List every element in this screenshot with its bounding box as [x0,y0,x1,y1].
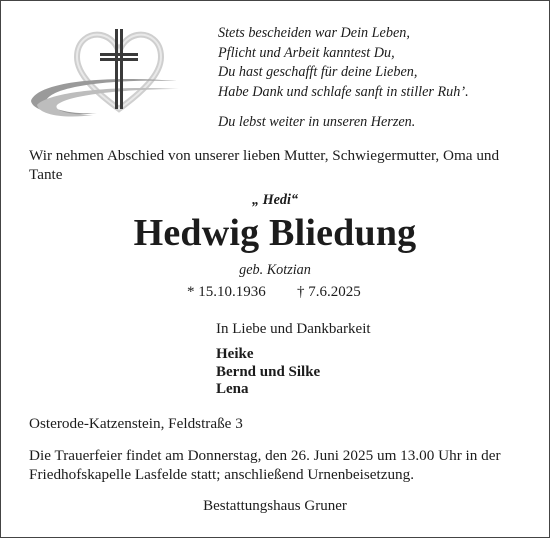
maiden-name: geb. Kotzian [239,262,311,278]
poem-line: Du hast geschafft für deine Lieben, [218,64,418,80]
poem-closing: Du lebst weiter in unseren Herzen. [218,114,416,130]
poem [218,24,469,133]
heart-cross-icon [27,23,187,119]
poem-line: Pflicht und Arbeit kanntest Du, [218,44,395,61]
mourner-name: Lena [216,381,249,397]
mourners-list [216,346,320,399]
mourner-name: Heike [216,346,254,362]
address: Osterode-Katzenstein, Feldstraße 3 [29,415,243,432]
greeting: In Liebe und Dankbarkeit [216,321,371,337]
death-date: † 7.6.2025 [297,284,361,300]
birth-date: * 15.10.1936 [187,284,266,300]
mourner-name: Bernd und Silke [216,363,321,380]
funeral-service-info: Die Trauerfeier findet am Donnerstag, den 26. Juni 2025 um 13.00 Uhr in der Friedhofskapelle Lasfelde statt; anschließend Urnenbeisetzung. [29,447,501,483]
deceased-name: Hedwig Bliedung [133,212,417,254]
poem-line: Habe Dank und schlafe sanft in stiller Ruh’. [218,83,469,100]
undertaker: Bestattungshaus Gruner [203,498,347,514]
intro-text: Wir nehmen Abschied von unserer lieben Mutter, Schwiegermutter, Oma und Tante [29,147,500,183]
poem-line: Stets bescheiden war Dein Leben, [218,25,410,41]
nickname: „ Hedi“ [251,192,299,208]
